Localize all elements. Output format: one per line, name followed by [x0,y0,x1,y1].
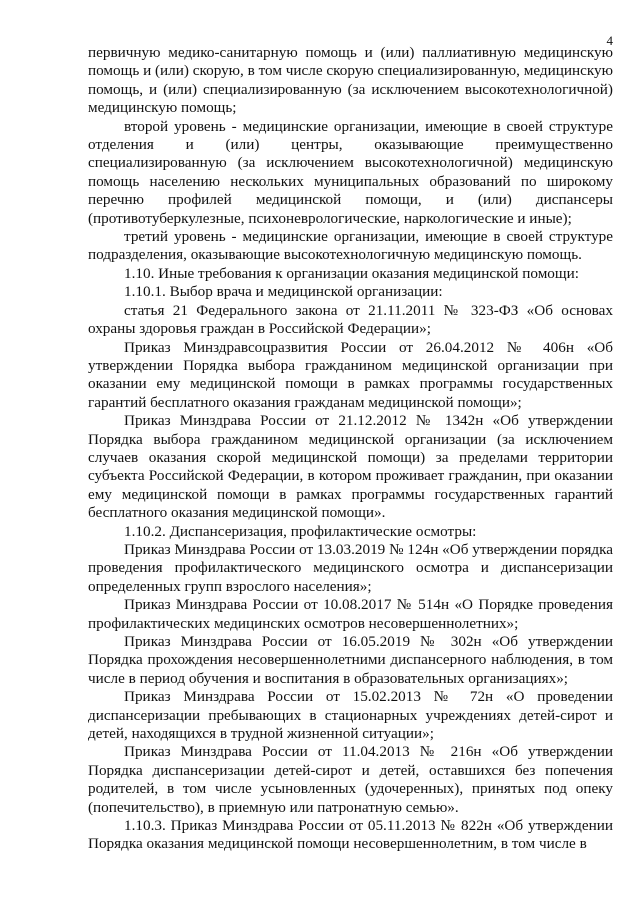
paragraph-8: Приказ Минздрава России от 21.12.2012 № 1342н «Об утверждении Порядка выбора гражданином медицинской организации (за исключением случаев оказания скорой медицинской помощи) за пределами территории субъекта Российской Федерации, в котором проживает гражданин, при оказании ему медицинской помощи в рамках программы государственных гарантий бесплатного оказания медицинской помощи». [88,412,613,522]
paragraph-11: Приказ Минздрава России от 10.08.2017 № 514н «О Порядке проведения профилактических медицинских осмотров несовершеннолетних»; [88,596,613,632]
paragraph-15: 1.10.3. Приказ Минздрава России от 05.11.2013 № 822н «Об утверждении Порядка оказания медицинской помощи несовершеннолетним, в том числе в [88,817,613,853]
subsection-heading-1-10-1: 1.10.1. Выбор врача и медицинской организации: [124,283,443,301]
paragraph-1: первичную медико-санитарную помощь и (или) паллиативную медицинскую помощь и (или) скорую, в том числе скорую специализированную, медицинскую помощь, и (или) специализированную (за исключением высокотехнологичной) медицинскую помощь; [88,44,613,117]
subsection-heading-1-10-2: 1.10.2. Диспансеризация, профилактические осмотры: [124,522,477,540]
paragraph-7: Приказ Минздравсоцразвития России от 26.04.2012 № 406н «Об утверждении Порядка выбора гражданином медицинской организации при оказании ему медицинской помощи в рамках программы государственных гарантий бесплатного оказания гражданам медицинской помощи»; [88,338,613,411]
paragraph-13: Приказ Минздрава России от 15.02.2013 № 72н «О проведении диспансеризации пребывающих в стационарных учреждениях детей-сирот и детей, находящихся в трудной жизненной ситуации»; [88,688,613,743]
section-heading-1-10: 1.10. Иные требования к организации оказания медицинской помощи: [124,264,579,282]
paragraph-10: Приказ Минздрава России от 13.03.2019 № 124н «Об утверждении порядка проведения профилактического медицинского осмотра и диспансеризации определенных групп взрослого населения»; [88,540,613,595]
paragraph-14: Приказ Минздрава России от 11.04.2013 № 216н «Об утверждении Порядка диспансеризации детей-сирот и детей, оставшихся без попечения родителей, в том числе усыновленных (удочеренных), принятых под опеку (попечительство), в приемную или патронатную семью». [88,743,613,816]
page-number: 4 [606,33,613,48]
paragraph-6: статья 21 Федерального закона от 21.11.2011 № 323-ФЗ «Об основах охраны здоровья граждан в Российской Федерации»; [88,301,613,338]
paragraph-12: Приказ Минздрава России от 16.05.2019 № 302н «Об утверждении Порядка прохождения несовершеннолетними диспансерного наблюдения, в том числе в период обучения и воспитания в образовательных организациях»; [88,633,613,687]
paragraph-2: второй уровень - медицинские организации, имеющие в своей структуре отделения и (или) центры, оказывающие преимущественно специализированную (за исключением высокотехнологичной) медицинскую помощь населению нескольких муниципальных образований по широкому перечню профилей медицинской помощи, и (или) диспансеры (противотуберкулезные, психоневрологические, наркологические и иные); [88,117,613,227]
paragraph-3: третий уровень - медицинские организации, имеющие в своей структуре подразделения, оказывающие высокотехнологичную медицинскую помощь. [88,228,613,264]
document-body [88,44,613,854]
